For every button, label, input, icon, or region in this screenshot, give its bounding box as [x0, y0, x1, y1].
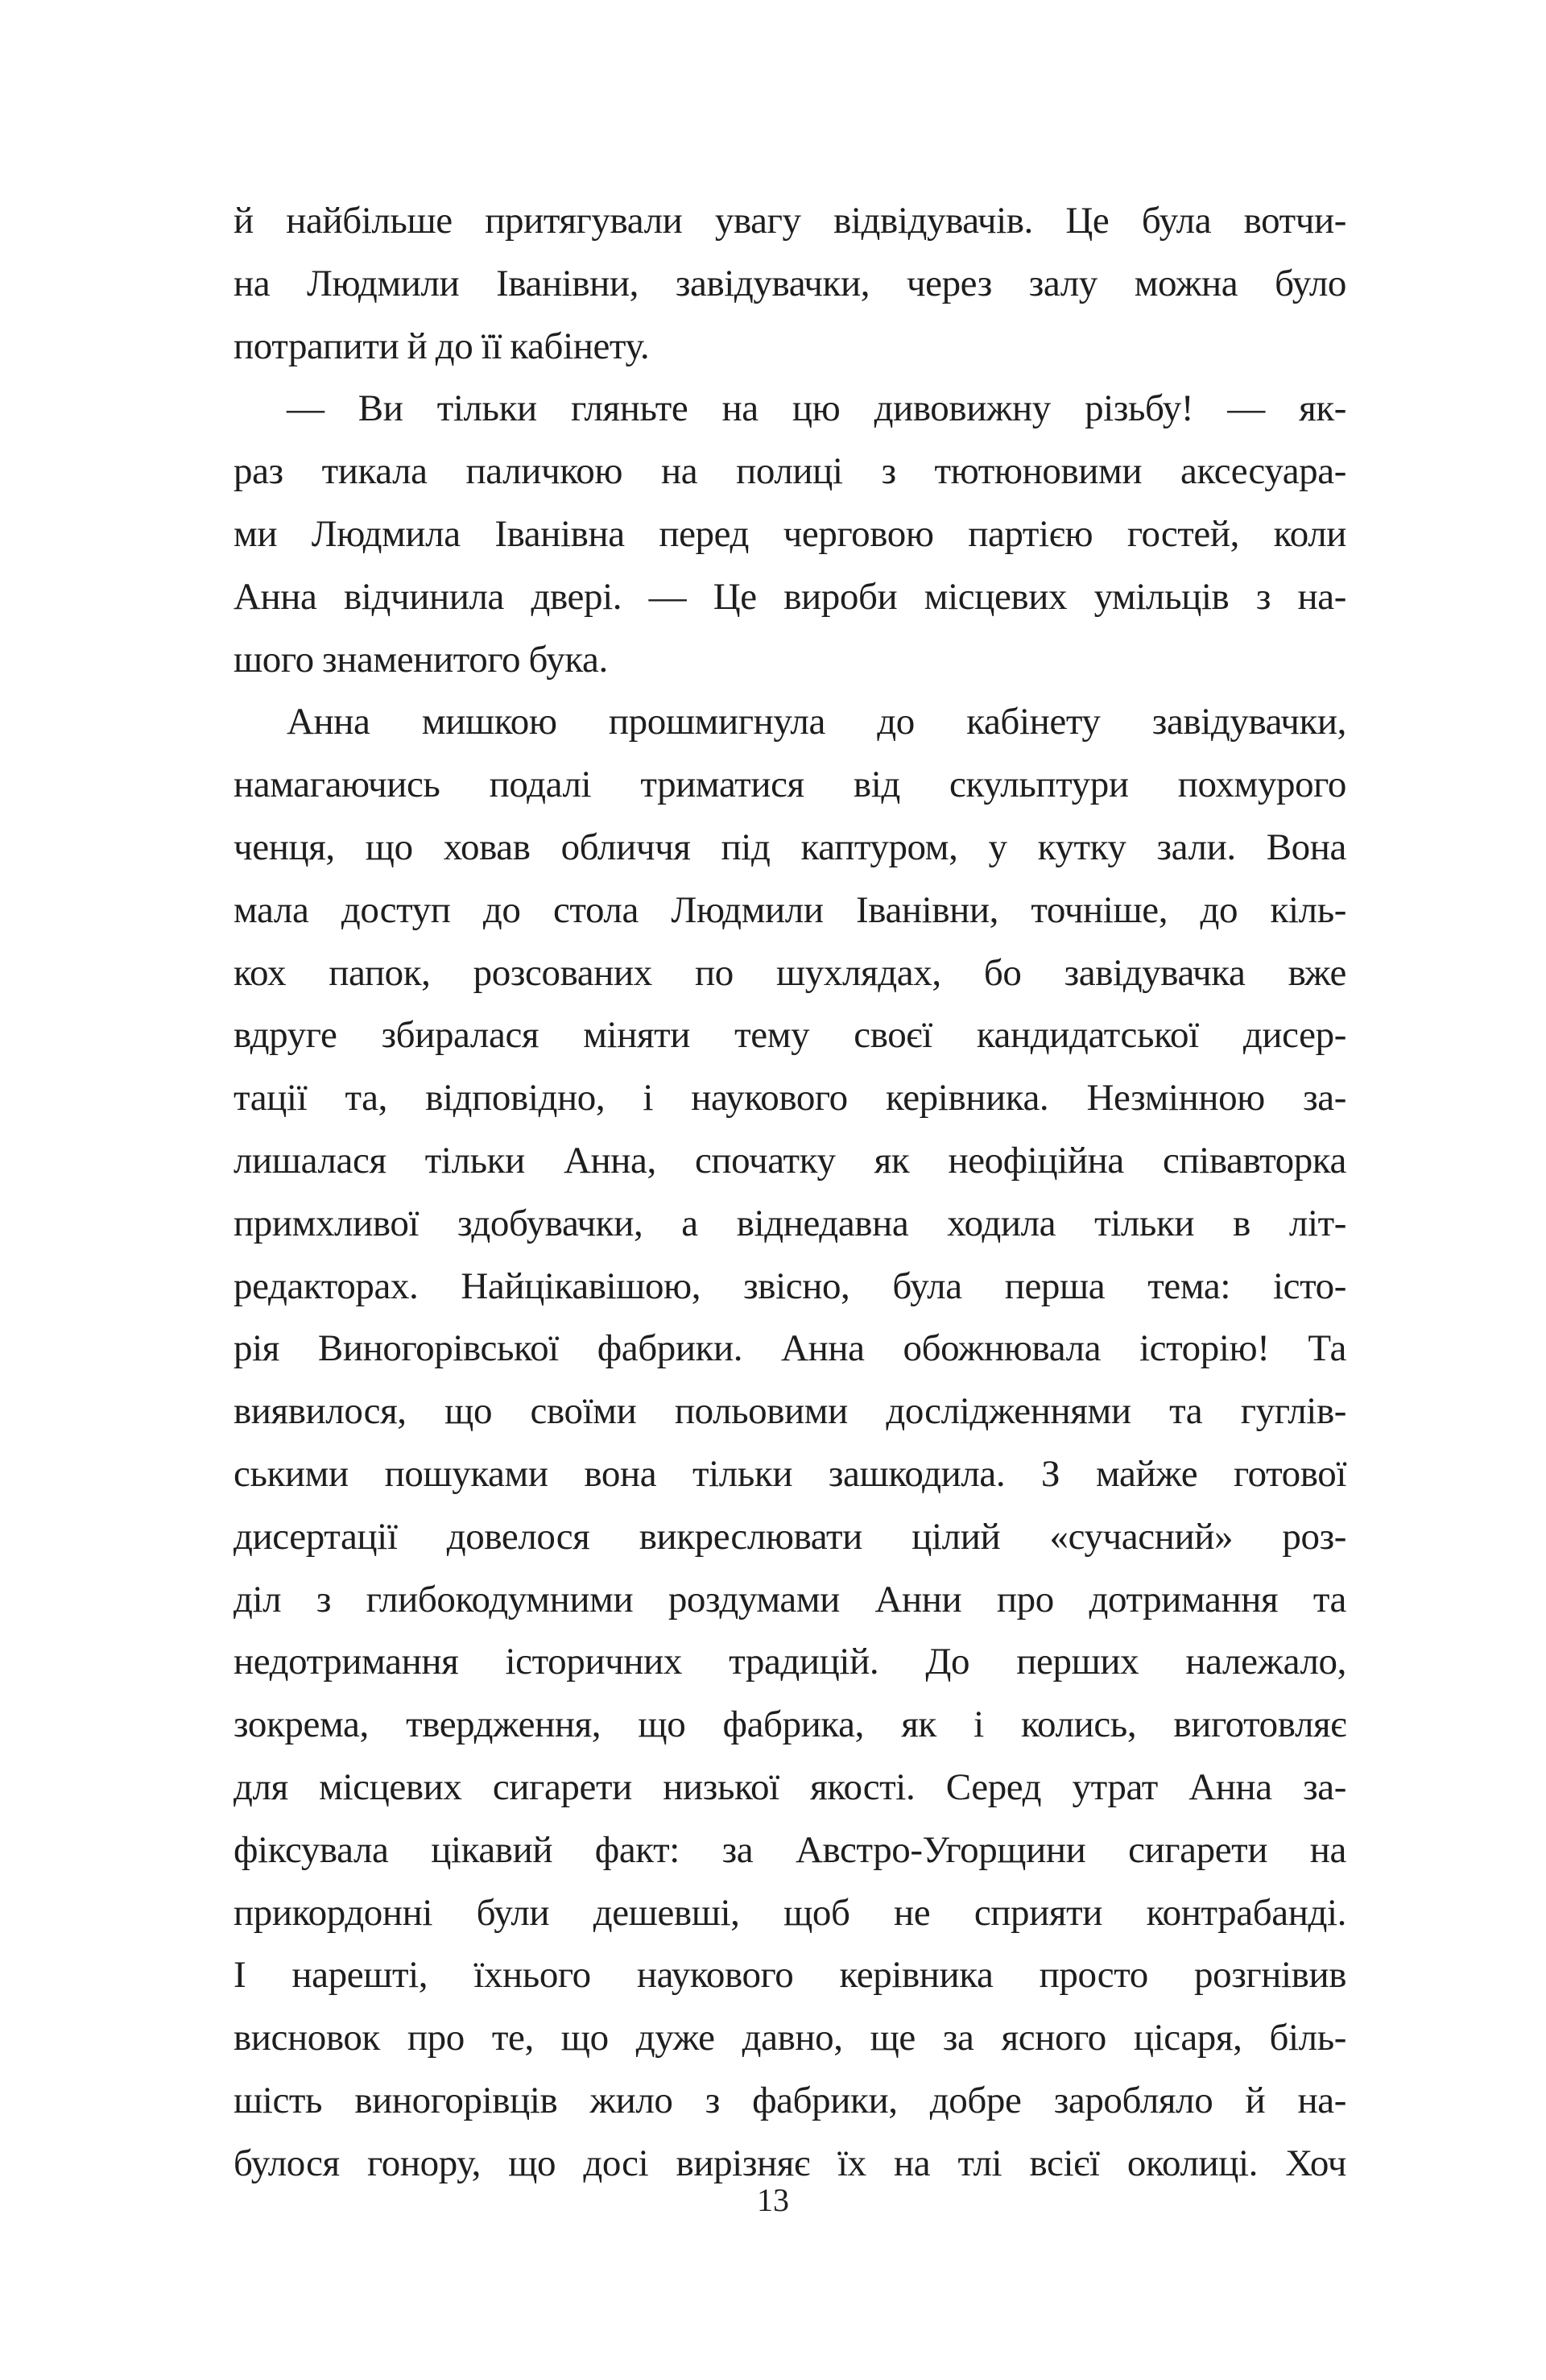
text-line: й найбільше притягували увагу відвідувачів. Це була вотчи-	[234, 200, 1346, 242]
text-line: дисертації довелося викреслювати цілий «сучасний» роз-	[234, 1515, 1346, 1558]
text-line: ськими пошуками вона тільки зашкодила. З майже готової	[234, 1452, 1346, 1495]
page-number: 13	[757, 2182, 789, 2218]
text-line: лишалася тільки Анна, спочатку як неофіційна співавторка	[234, 1139, 1346, 1182]
text-line: на Людмили Іванівни, завідувачки, через залу можна було	[234, 262, 1346, 304]
text-line: — Ви тільки гляньте на цю дивовижну різьбу! — як-	[287, 387, 1346, 430]
text-line: тації та, відповідно, і наукового керівника. Незмінною за-	[234, 1077, 1346, 1120]
text-line: зокрема, твердження, що фабрика, як і колись, виготовляє	[234, 1703, 1346, 1746]
text-line: висновок про те, що дуже давно, ще за ясного цісаря, біль-	[234, 2017, 1346, 2059]
text-line: прикордонні були дешевші, щоб не сприяти контрабанді.	[234, 1891, 1346, 1934]
text-line: шість виногорівців жило з фабрики, добре заробляло й на-	[234, 2079, 1346, 2121]
text-line: фіксувала цікавий факт: за Австро-Угорщини сигарети на	[234, 1828, 1346, 1871]
text-line: ченця, що ховав обличчя під каптуром, у кутку зали. Вона	[234, 826, 1346, 868]
text-line: Анна відчинила двері. — Це вироби місцевих умільців з на-	[234, 575, 1346, 618]
text-line: вдруге збиралася міняти тему своєї кандидатської дисер-	[234, 1014, 1346, 1057]
text-line: намагаючись подалі триматися від скульптури похмурого	[234, 764, 1346, 806]
text-line: діл з глибокодумними роздумами Анни про дотримання та	[234, 1578, 1346, 1620]
text-line: недотримання історичних традицій. До перших належало,	[234, 1641, 1346, 1683]
text-line: виявилося, що своїми польовими дослідженнями та гуглів-	[234, 1390, 1346, 1433]
text-line: рія Виногорівської фабрики. Анна обожнювала історію! Та	[234, 1327, 1346, 1370]
page-body-text	[234, 190, 1346, 2196]
text-line: булося гонору, що досі вирізняє їх на тлі всієї околиці. Хоч	[234, 2142, 1346, 2184]
text-line: примхливої здобувачки, а віднедавна ходила тільки в літ-	[234, 1202, 1346, 1244]
text-line: мала доступ до стола Людмили Іванівни, точніше, до кіль-	[234, 888, 1346, 931]
text-line: кох папок, розсованих по шухлядах, бо завідувачка вже	[234, 951, 1346, 994]
text-line: редакторах. Найцікавішою, звісно, була перша тема: істо-	[234, 1265, 1346, 1307]
text-line: ми Людмила Іванівна перед черговою партією гостей, коли	[234, 512, 1346, 555]
text-line: шого знаменитого бука.	[234, 638, 608, 681]
text-line: Анна мишкою прошмигнула до кабінету завідувачки,	[287, 701, 1346, 743]
text-line: для місцевих сигарети низької якості. Серед утрат Анна за-	[234, 1765, 1346, 1808]
text-line: раз тикала паличкою на полиці з тютюновими аксесуара-	[234, 450, 1346, 493]
text-line: І нарешті, їхнього наукового керівника просто розгнівив	[234, 1954, 1346, 1997]
text-line: потрапити й до її кабінету.	[234, 325, 650, 367]
